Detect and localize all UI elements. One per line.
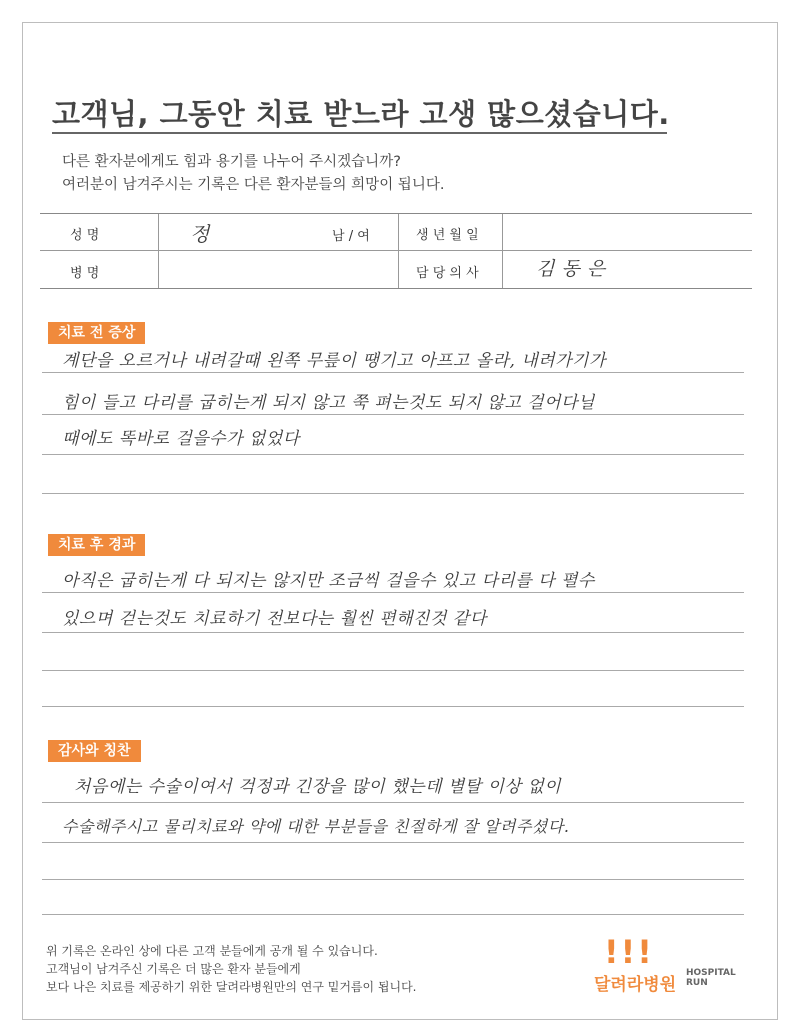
intro-line-1: 다른 환자분에게도 힘과 용기를 나누어 주시겠습니까? [62, 154, 401, 170]
form-title: 고객님, 그동안 치료 받느라 고생 많으셨습니다. [52, 97, 670, 131]
footer-line-3: 보다 나은 치료를 제공하기 위한 달려라병원만의 연구 밑거름이 됩니다. [46, 980, 417, 994]
gender-label: 남 / 여 [332, 229, 370, 244]
writing-rule [42, 879, 744, 880]
logo-en-line-1: HOSPITAL [686, 968, 736, 978]
name-label: 성 명 [70, 228, 100, 243]
info-col-divider [158, 214, 159, 288]
writing-rule [42, 632, 744, 633]
before-line-2: 힘이 들고 다리를 굽히는게 되지 않고 쭉 펴는것도 되지 않고 걸어다닐 [62, 393, 595, 413]
doctor-value: 김 동 은 [536, 258, 606, 280]
form-frame [22, 22, 778, 1020]
footer-line-2: 고객님이 남겨주신 기록은 더 많은 환자 분들에게 [46, 962, 301, 976]
writing-rule [42, 454, 744, 455]
logo-en-line-2: RUN [686, 978, 708, 988]
title-underline [52, 132, 667, 134]
name-value: 정 [190, 222, 210, 246]
writing-rule [42, 493, 744, 494]
writing-rule [42, 592, 744, 593]
writing-rule [42, 670, 744, 671]
disease-label: 병 명 [70, 266, 100, 281]
info-col-divider [398, 214, 399, 288]
writing-rule [42, 414, 744, 415]
info-row-divider [40, 250, 752, 251]
doctor-label: 담 당 의 사 [416, 266, 479, 281]
logo-hospital-name: 달려라병원 [594, 975, 677, 995]
info-col-divider [502, 214, 503, 288]
patient-info-table [40, 213, 752, 289]
writing-rule [42, 706, 744, 707]
section-before-label: 치료 전 증상 [48, 322, 145, 344]
hospital-logo [594, 933, 744, 996]
section-after-label: 치료 후 경과 [48, 534, 145, 556]
writing-rule [42, 372, 744, 373]
writing-rule [42, 842, 744, 843]
writing-rule [42, 914, 744, 915]
logo-exclamation-marks: !!! [604, 933, 654, 971]
before-line-3: 때에도 똑바로 걸을수가 없었다 [62, 429, 300, 449]
footer-line-1: 위 기록은 온라인 상에 다른 고객 분들에게 공개 될 수 있습니다. [46, 944, 378, 958]
after-line-1: 아직은 굽히는게 다 되지는 않지만 조금씩 걸을수 있고 다리를 다 펼수 [62, 571, 595, 591]
logo-english-name [686, 968, 736, 988]
intro-line-2: 여러분이 남겨주시는 기록은 다른 환자분들의 희망이 됩니다. [62, 177, 445, 193]
before-line-1: 계단을 오르거나 내려갈때 왼쪽 무릎이 땡기고 아프고 올라, 내려가기가 [62, 351, 606, 371]
section-thanks-label: 감사와 칭찬 [48, 740, 141, 762]
after-line-2: 있으며 걷는것도 치료하기 전보다는 훨씬 편해진것 같다 [62, 609, 487, 629]
thanks-line-2: 수술해주시고 물리치료와 약에 대한 부분들을 친절하게 잘 알려주셨다. [62, 817, 570, 836]
birth-label: 생 년 월 일 [416, 228, 479, 243]
writing-rule [42, 802, 744, 803]
thanks-line-1: 처음에는 수술이여서 걱정과 긴장을 많이 했는데 별탈 이상 없이 [74, 777, 562, 797]
